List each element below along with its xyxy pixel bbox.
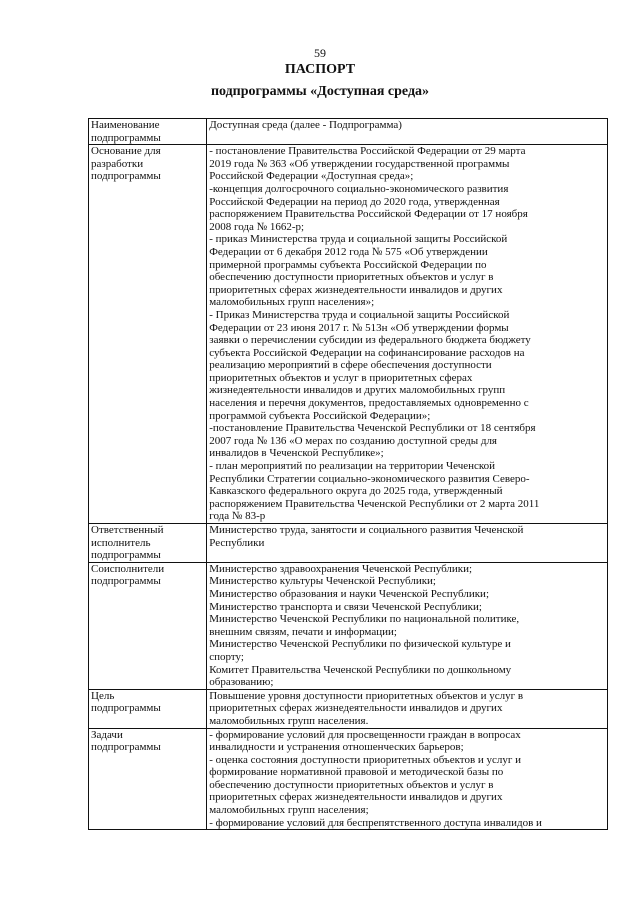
row-label-line: подпрограммы xyxy=(91,741,161,754)
row-value-line: формирование нормативной правовой и методической базы по xyxy=(209,766,504,779)
row-value-line: обеспечению доступности приоритетных объектов и услуг в xyxy=(209,778,494,791)
row-value-line: реализацию мероприятий в сфере обеспечения доступности xyxy=(209,359,492,372)
row-value-line: Кавказского федерального округа до 2025 года, утвержденный xyxy=(209,485,503,498)
row-value-line: - формирование условий для просвещенности граждан в вопросах xyxy=(209,728,521,741)
passport-row xyxy=(89,562,608,689)
row-value-line: Доступная среда (далее - Подпрограмма) xyxy=(209,119,402,131)
row-value-line: распоряжением Правительства Чеченской Республики от 2 марта 2011 xyxy=(209,497,540,510)
row-value-line: 2008 года № 1662-р; xyxy=(209,220,305,233)
row-value-cell xyxy=(207,524,608,563)
row-label-line: Соисполнители xyxy=(91,562,165,575)
document-subtitle: подпрограммы «Доступная среда» xyxy=(210,84,430,99)
row-label-line: Задачи xyxy=(91,728,123,741)
row-value-line: Российской Федерации «Доступная среда»; xyxy=(209,170,414,183)
row-value-cell xyxy=(207,119,608,145)
row-value-line: Республики xyxy=(209,536,265,549)
row-value-line: Министерство Чеченской Республики по физической культуре и xyxy=(209,638,511,651)
row-value-line: Министерство культуры Чеченской Республики; xyxy=(209,575,436,588)
passport-row xyxy=(89,145,608,524)
row-value-line: Повышение уровня доступности приоритетных объектов и услуг в xyxy=(209,689,524,702)
row-value-line: приоритетных сферах жизнедеятельности инвалидов и других xyxy=(209,283,503,296)
row-label-cell xyxy=(89,524,207,563)
row-value-line: приоритетных сферах жизнедеятельности инвалидов и других xyxy=(209,702,503,715)
row-value-line: субъекта Российской Федерации на софинансирование расходов на xyxy=(209,346,525,359)
row-value-line: инвалидов в Чеченской Республике»; xyxy=(209,447,384,460)
row-value-line: - постановление Правительства Российской Федерации от 29 марта xyxy=(209,145,526,158)
row-value-line: приоритетных объектов и услуг в приоритетных сферах xyxy=(209,371,473,384)
row-value-line: - оценка состояния доступности приоритетных объектов и услуг и xyxy=(209,753,522,766)
row-value-line: - Приказ Министерства труда и социальной защиты Российской xyxy=(209,308,510,321)
passport-table xyxy=(88,118,608,830)
row-value-line: инвалидности и устранения отношенческих барьеров; xyxy=(209,741,464,754)
row-value-line: - формирование условий для беспрепятственного доступа инвалидов и xyxy=(209,816,542,829)
row-value-cell xyxy=(207,689,608,728)
row-label-line: подпрограммы xyxy=(91,575,161,588)
row-label-cell xyxy=(89,119,207,145)
row-value-line: жизнедеятельности инвалидов и других маломобильных групп xyxy=(209,384,506,397)
row-value-line: заявки о перечислении субсидии из федерального бюджета бюджету xyxy=(209,334,531,347)
row-value-line: Федерации от 23 июня 2017 г. № 513н «Об утверждении формы xyxy=(209,321,509,334)
row-value-line: маломобильных групп населения; xyxy=(209,804,369,817)
row-value-line: Министерство труда, занятости и социального развития Чеченской xyxy=(209,524,524,536)
row-value-cell xyxy=(207,145,608,524)
row-value-line: Российской Федерации на период до 2020 года, утвержденная xyxy=(209,195,500,208)
row-value-line: образованию; xyxy=(209,676,274,689)
row-value-line: маломобильных групп населения»; xyxy=(209,296,375,309)
row-label-cell xyxy=(89,728,207,830)
row-value-line: населения и перечня документов, предоставляемых одновременно с xyxy=(209,397,529,410)
row-value-line: года № 83-р xyxy=(209,510,266,523)
row-value-line: программой субъекта Российской Федерации»; xyxy=(209,409,431,422)
row-label-line: подпрограммы xyxy=(91,170,161,183)
row-value-line: Министерство образования и науки Чеченской Республики; xyxy=(209,587,489,600)
row-value-line: приоритетных сферах жизнедеятельности инвалидов и других xyxy=(209,791,503,804)
row-value-line: 2007 года № 136 «О мерах по созданию доступной среды для xyxy=(209,434,497,447)
row-label-cell xyxy=(89,562,207,689)
row-value-line: внешним связям, печати и информации; xyxy=(209,625,397,638)
passport-row xyxy=(89,524,608,563)
passport-row xyxy=(89,689,608,728)
row-label-line: подпрограммы xyxy=(91,702,161,715)
row-label-line: Ответственный xyxy=(91,524,164,536)
row-label-line: Цель xyxy=(91,689,115,702)
row-value-line: Республики Стратегии социально-экономического развития Северо- xyxy=(209,472,530,485)
row-value-line: Министерство транспорта и связи Чеченской Республики; xyxy=(209,600,482,613)
row-label-line: Основание для xyxy=(91,145,161,158)
passport-row xyxy=(89,728,608,830)
row-value-cell xyxy=(207,728,608,830)
row-label-line: подпрограммы xyxy=(91,131,161,144)
row-value-line: обеспечению доступности приоритетных объектов и услуг в xyxy=(209,271,494,284)
document-title: ПАСПОРТ xyxy=(284,62,356,77)
row-value-line: маломобильных групп населения. xyxy=(209,714,369,727)
row-value-line: -концепция долгосрочного социально-экономического развития xyxy=(209,182,509,195)
row-value-line: -постановление Правительства Чеченской Республики от 18 сентября xyxy=(209,422,536,435)
page-number: 59 xyxy=(314,46,326,60)
row-value-line: Федерации от 6 декабря 2012 года № 575 «Об утверждении xyxy=(209,245,488,258)
row-value-line: Министерство здравоохранения Чеченской Республики; xyxy=(209,562,473,575)
row-value-line: - приказ Министерства труда и социальной защиты Российской xyxy=(209,233,508,246)
row-value-line: Комитет Правительства Чеченской Республики по дошкольному xyxy=(209,663,512,676)
row-value-cell xyxy=(207,562,608,689)
row-value-line: Министерство Чеченской Республики по национальной политике, xyxy=(209,613,520,626)
row-value-line: примерной программы субъекта Российской Федерации по xyxy=(209,258,487,271)
row-label-line: Наименование xyxy=(91,119,160,131)
row-value-line: - план мероприятий по реализации на территории Чеченской xyxy=(209,460,496,473)
row-label-cell xyxy=(89,689,207,728)
row-label-line: подпрограммы xyxy=(91,549,161,562)
row-value-line: распоряжением Правительства Российской Федерации от 17 ноября xyxy=(209,208,528,221)
row-value-line: спорту; xyxy=(209,650,244,663)
row-label-line: разработки xyxy=(91,157,144,170)
row-label-line: исполнитель xyxy=(91,536,151,549)
row-value-line: 2019 года № 363 «Об утверждении государственной программы xyxy=(209,157,510,170)
row-label-cell xyxy=(89,145,207,524)
passport-row xyxy=(89,119,608,145)
